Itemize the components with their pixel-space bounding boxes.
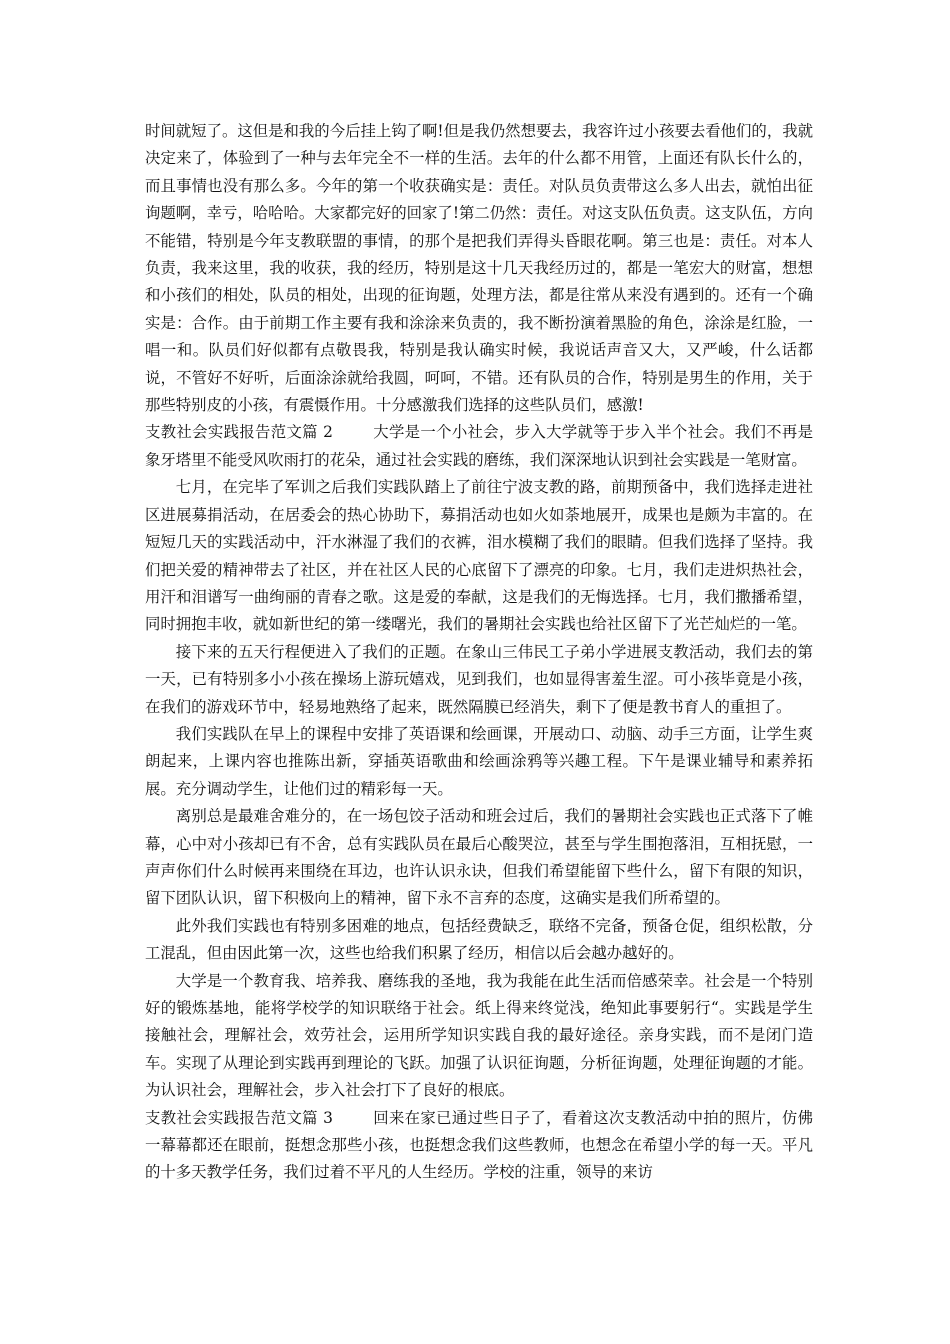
section-3-lead-text: 回来在家已通过些日子了，看着这次支教活动中拍的照片，仿佛一幕幕都还在眼前，挺想念那些小孩，也挺想念我们这些教师，也想念在希望小学的每一天。平凡的十多天教学任务，我们过着不平凡的人生经历。学校的注重，领导的来访 bbox=[145, 1108, 813, 1182]
section-2-lead-text: 大学是一个小社会，步入大学就等于步入半个社会。我们不再是象牙塔里不能受风吹雨打的花朵，通过社会实践的磨练，我们深深地认识到社会实践是一笔财富。 bbox=[145, 423, 813, 469]
document-page bbox=[145, 118, 813, 1187]
section-3-heading: 支教社会实践报告范文篇 3 bbox=[145, 1108, 333, 1127]
paragraph-courses: 我们实践队在早上的课程中安排了英语课和绘画课，开展动口、动脑、动手三方面，让学生爽朗起来，上课内容也推陈出新，穿插英语歌曲和绘画涂鸦等兴趣工程。下午是课业辅导和素养拓展。充分调动学生，让他们过的精彩每一天。 bbox=[145, 724, 813, 798]
section-2-heading-line bbox=[145, 419, 813, 474]
section-2-heading: 支教社会实践报告范文篇 2 bbox=[145, 423, 333, 442]
paragraph-july: 七月，在完毕了军训之后我们实践队踏上了前往宁波支教的路，前期预备中，我们选择走进社区进展募捐活动，在居委会的热心协助下，募捐活动也如火如荼地展开，成果也是颇为丰富的。在短短几天的实践活动中，汗水淋湿了我们的衣裤，泪水模糊了我们的眼睛。但我们选择了坚持。我们把关爱的精神带去了社区，并在社区人民的心底留下了漂亮的印象。七月，我们走进炽热社会，用汗和泪谱写一曲绚丽的青春之歌。这是爱的奉献，这是我们的无悔选择。七月，我们撒播希望，同时拥抱丰收，就如新世纪的第一缕曙光，我们的暑期社会实践也给社区留下了光芒灿烂的一笔。 bbox=[145, 478, 813, 634]
paragraph-intro: 时间就短了。这但是和我的今后挂上钩了啊!但是我仍然想要去，我容许过小孩要去看他们的，我就决定来了，体验到了一种与去年完全不一样的生活。去年的什么都不用管，上面还有队长什么的，而且事情也没有那么多。今年的第一个收获确实是：责任。对队员负责带这么多人出去，就怕出征询题啊，幸亏，哈哈哈。大家都完好的回家了!第二仍然：责任。对这支队伍负责。这支队伍，方向不能错，特别是今年支教联盟的事情，的那个是把我们弄得头昏眼花啊。第三也是：责任。对本人负责，我来这里，我的收获，我的经历，特别是这十几天我经历过的，都是一笔宏大的财富，想想和小孩们的相处，队员的相处，出现的征询题，处理方法，都是往常从来没有遇到的。还有一个确实是：合作。由于前期工作主要有我和涂涂来负责的，我不断扮演着黑脸的角色，涂涂是红脸，一唱一和。队员们好似都有点敬畏我，特别是我认确实时候，我说话声音又大，又严峻，什么话都说，不管好不好听，后面涂涂就给我圆，呵呵，不错。还有队员的合作，特别是男生的作用，关于那些特别皮的小孩，有震慑作用。十分感激我们选择的这些队员们，感激! bbox=[145, 122, 813, 415]
paragraph-five-days: 接下来的五天行程便进入了我们的正题。在象山三伟民工子弟小学进展支教活动，我们去的第一天，已有特别多小小孩在操场上游玩嬉戏，见到我们，也如显得害羞生涩。可小孩毕竟是小孩，在我们的游戏环节中，轻易地熟络了起来，既然隔膜已经消失，剩下了便是教书育人的重担了。 bbox=[145, 642, 813, 716]
paragraph-difficulties: 此外我们实践也有特别多困难的地点，包括经费缺乏，联络不完备，预备仓促，组织松散，分工混乱，但由因此第一次，这些也给我们积累了经历，相信以后会越办越好的。 bbox=[145, 916, 813, 963]
paragraph-farewell: 离别总是最难舍难分的，在一场包饺子活动和班会过后，我们的暑期社会实践也正式落下了帷幕，心中对小孩却已有不舍，总有实践队员在最后心酸哭泣，甚至与学生围抱落泪，互相抚慰，一声声你们什么时候再来围绕在耳边，也许认识永诀，但我们希望能留下些什么，留下有限的知识，留下团队认识，留下积极向上的精神，留下永不言弃的态度，这确实是我们所希望的。 bbox=[145, 807, 813, 908]
section-3-heading-line bbox=[145, 1105, 813, 1187]
paragraph-university: 大学是一个教育我、培养我、磨练我的圣地，我为我能在此生活而倍感荣幸。社会是一个特别好的锻炼基地，能将学校学的知识联络于社会。纸上得来终觉浅，绝知此事要躬行“。实践是学生接触社会，理解社会，效劳社会，运用所学知识实践自我的最好途径。亲身实践，而不是闭门造车。实现了从理论到实践再到理论的飞跃。加强了认识征询题，分析征询题，处理征询题的才能。为认识社会，理解社会，步入社会打下了良好的根底。 bbox=[145, 971, 813, 1100]
